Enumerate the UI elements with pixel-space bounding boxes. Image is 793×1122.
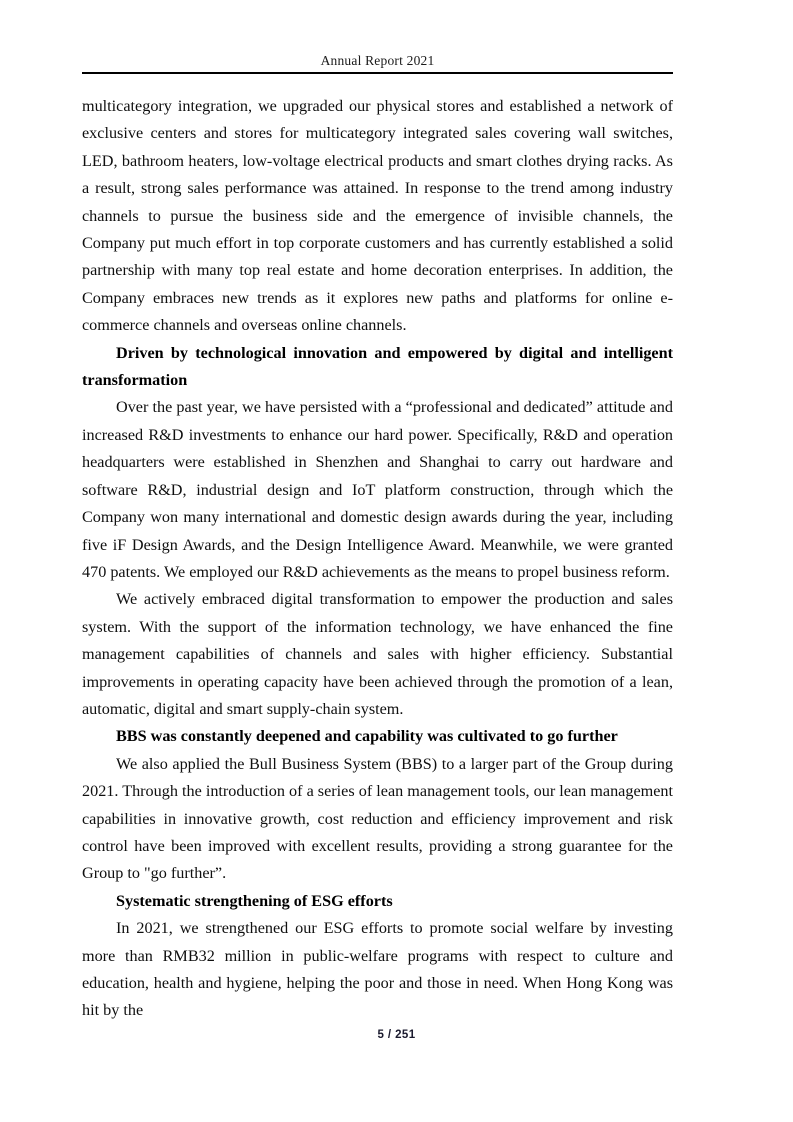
footer-page-number: 5 / 251: [377, 1029, 416, 1041]
page-header: [82, 52, 673, 74]
heading-bbs-deepened: BBS was constantly deepened and capability was cultivated to go further: [116, 727, 618, 746]
page-body: [82, 93, 673, 1025]
heading-technological-innovation: Driven by technological innovation and empowered by digital and intelligent transformation: [82, 343, 673, 390]
paragraph-esg-social-welfare: In 2021, we strengthened our ESG efforts to promote social welfare by investing more than RMB32 million in public-welfare programs with respect to culture and education, health and hygiene, helping the poor and those in need. When Hong Kong was hit by the: [82, 919, 673, 1020]
header-divider: [82, 72, 673, 74]
paragraph-bull-business-system: We also applied the Bull Business System (BBS) to a larger part of the Group during 2021. Through the introduction of a series of lean management tools, our lean management capabilities in innovative growth, cost reduction and efficiency improvement and risk control have been improved with excellent results, providing a strong guarantee for the Group to "go further”.: [82, 754, 673, 883]
header-title: Annual Report 2021: [320, 53, 435, 68]
page-footer: [0, 1025, 793, 1043]
heading-esg-efforts: Systematic strengthening of ESG efforts: [116, 891, 393, 910]
paragraph-rd-investments: Over the past year, we have persisted with a “professional and dedicated” attitude and increased R&D investments to enhance our hard power. Specifically, R&D and operation headquarters were established in Shenzhen and Shanghai to carry out hardware and software R&D, industrial design and IoT platform construction, through which the Company won many international and domestic design awards during the year, including five iF Design Awards, and the Design Intelligence Award. Meanwhile, we were granted 470 patents. We employed our R&D achievements as the means to propel business reform.: [82, 398, 673, 581]
paragraph-digital-transformation: We actively embraced digital transformation to empower the production and sales system. With the support of the information technology, we have enhanced the fine management capabilities of channels and sales with higher efficiency. Substantial improvements in operating capacity have been achieved through the promotion of a lean, automatic, digital and smart supply-chain system.: [82, 590, 673, 718]
paragraph-multicategory-integration: multicategory integration, we upgraded our physical stores and established a network of exclusive centers and stores for multicategory integrated sales covering wall switches, LED, bathroom heaters, low-voltage electrical products and smart clothes drying racks. As a result, strong sales performance was attained. In response to the trend among industry channels to pursue the business side and the emergence of invisible channels, the Company put much effort in top corporate customers and has currently established a solid partnership with many top real estate and home decoration enterprises. In addition, the Company embraces new trends as it explores new paths and platforms for online e-commerce channels and overseas online channels.: [82, 97, 673, 335]
